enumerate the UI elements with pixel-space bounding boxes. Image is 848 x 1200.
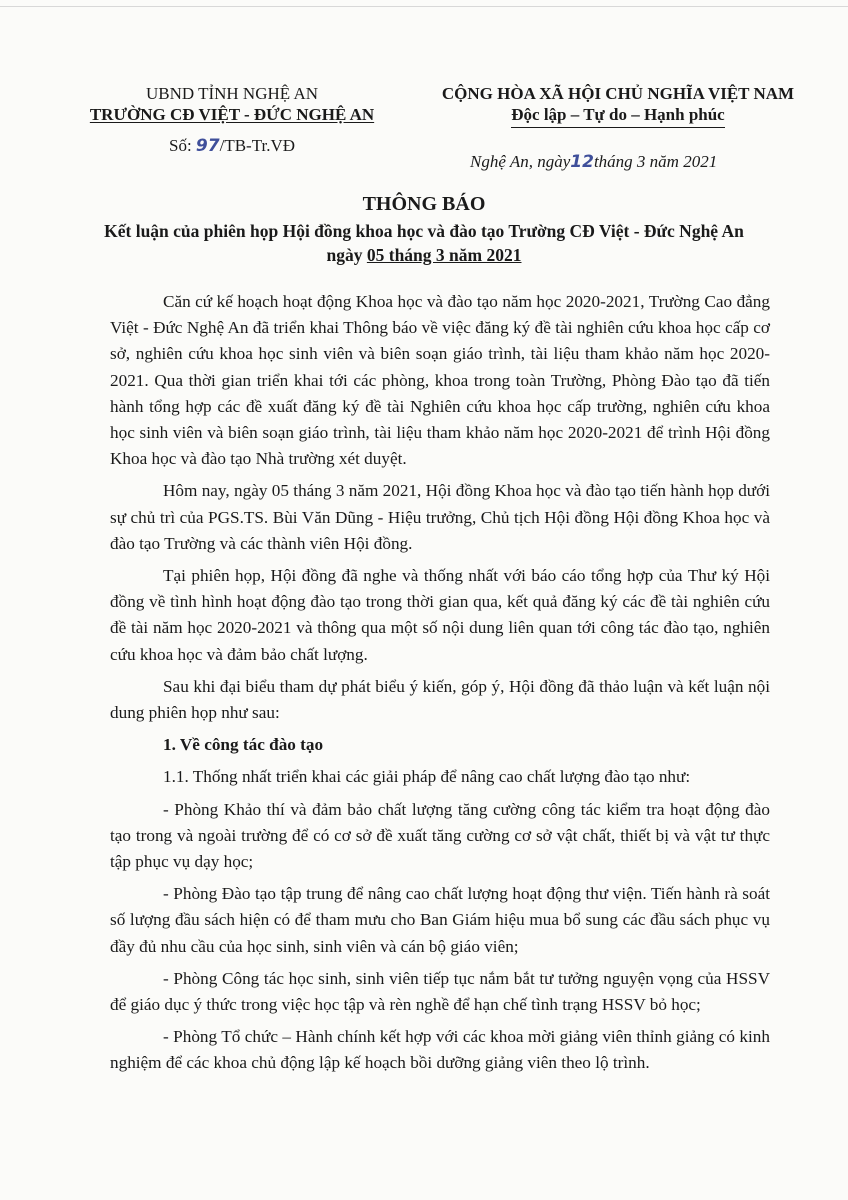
country-name: CỘNG HÒA XÃ HỘI CHỦ NGHĨA VIỆT NAM	[441, 84, 795, 103]
org-line-2: TRƯỜNG CĐ VIỆT - ĐỨC NGHỆ AN	[89, 105, 375, 124]
paragraph: Căn cứ kế hoạch hoạt động Khoa học và đào tạo năm học 2020-2021, Trường Cao đẳng Việt - Đức Nghệ An đã triển khai Thông báo về việc đăng ký đề tài nghiên cứu khoa học cấp cơ sở, nghiên cứu khoa học sinh viên và biên soạn giáo trình, tài liệu tham khảo năm học 2020-2021. Qua thời gian triển khai tới các phòng, khoa trong toàn Trường, Phòng Đào tạo đã tiến hành tổng hợp các đề xuất đăng ký đề tài Nghiên cứu khoa học cấp trường, nghiên cứu khoa học sinh viên và biên soạn giáo trình, tài liệu tham khảo năm học 2020-2021 để trình Hội đồng Khoa học và đào tạo Nhà trường xét duyệt.	[110, 292, 770, 469]
document-title: THÔNG BÁO	[362, 193, 486, 215]
section-item: - Phòng Công tác học sinh, sinh viên tiếp tục nắm bắt tư tưởng nguyện vọng của HSSV để giáo dục ý thức trong việc học tập và rèn nghề để hạn chế tình trạng HSSV bỏ học;	[110, 968, 770, 1015]
paragraph: Sau khi đại biểu tham dự phát biểu ý kiến, góp ý, Hội đồng đã thảo luận và kết luận nội dung phiên họp như sau:	[110, 676, 770, 723]
document-body	[110, 289, 770, 1083]
section-item: 1.1. Thống nhất triển khai các giải pháp để nâng cao chất lượng đào tạo như:	[163, 767, 691, 787]
section-item: - Phòng Đào tạo tập trung để nâng cao chất lượng hoạt động thư viện. Tiến hành rà soát số lượng đầu sách hiện có để tham mưu cho Ban Giám hiệu mua bổ sung các đầu sách phục vụ đầy đủ nhu cầu của học sinh, sinh viên và cán bộ giáo viên;	[110, 884, 770, 956]
handwritten-day: 12	[570, 152, 594, 172]
document-subtitle-date: ngày 05 tháng 3 năm 2021	[326, 245, 522, 265]
section-heading: 1. Về công tác đào tạo	[163, 735, 324, 755]
paragraph: Tại phiên họp, Hội đồng đã nghe và thống nhất với báo cáo tổng hợp của Thư ký Hội đồng về tình hình hoạt động đào tạo trong thời gian qua, kết quả đăng ký các đề tài nghiên cứu đề tài năm học 2020-2021 và thông qua một số nội dung liên quan tới công tác đào tạo, nghiên cứu khoa học và đảm bảo chất lượng.	[110, 566, 770, 664]
document-number: Số: 97/TB-Tr.VĐ	[168, 136, 296, 156]
paragraph: Hôm nay, ngày 05 tháng 3 năm 2021, Hội đồng Khoa học và đào tạo tiến hành họp dưới sự chủ trì của PGS.TS. Bùi Văn Dũng - Hiệu trưởng, Chủ tịch Hội đồng Hội đồng Khoa học và đào tạo Trường và các thành viên Hội đồng.	[110, 481, 770, 553]
national-header-block	[418, 83, 818, 128]
section-item: - Phòng Tổ chức – Hành chính kết hợp với các khoa mời giảng viên thỉnh giảng có kinh nghiệm để các khoa chủ động lập kế hoạch bồi dưỡng giảng viên theo lộ trình.	[110, 1027, 770, 1073]
handwritten-number: 97	[195, 136, 220, 156]
place-date-line: Nghệ An, ngày12tháng 3 năm 2021	[470, 152, 718, 172]
issuing-authority-block	[82, 83, 382, 157]
document-subtitle: Kết luận của phiên họp Hội đồng khoa học và đào tạo Trường CĐ Việt - Đức Nghệ An	[104, 221, 744, 241]
section-item: - Phòng Khảo thí và đảm bảo chất lượng tăng cường công tác kiểm tra hoạt động đào tạo trong và ngoài trường để có cơ sở đề xuất tăng cường cơ sở vật chất, thiết bị và vật tư thực tập phục vụ dạy học;	[110, 799, 770, 872]
scan-edge-line	[0, 6, 848, 7]
national-motto: Độc lập – Tự do – Hạnh phúc	[511, 104, 724, 128]
org-line-1: UBND TỈNH NGHỆ AN	[145, 84, 319, 103]
